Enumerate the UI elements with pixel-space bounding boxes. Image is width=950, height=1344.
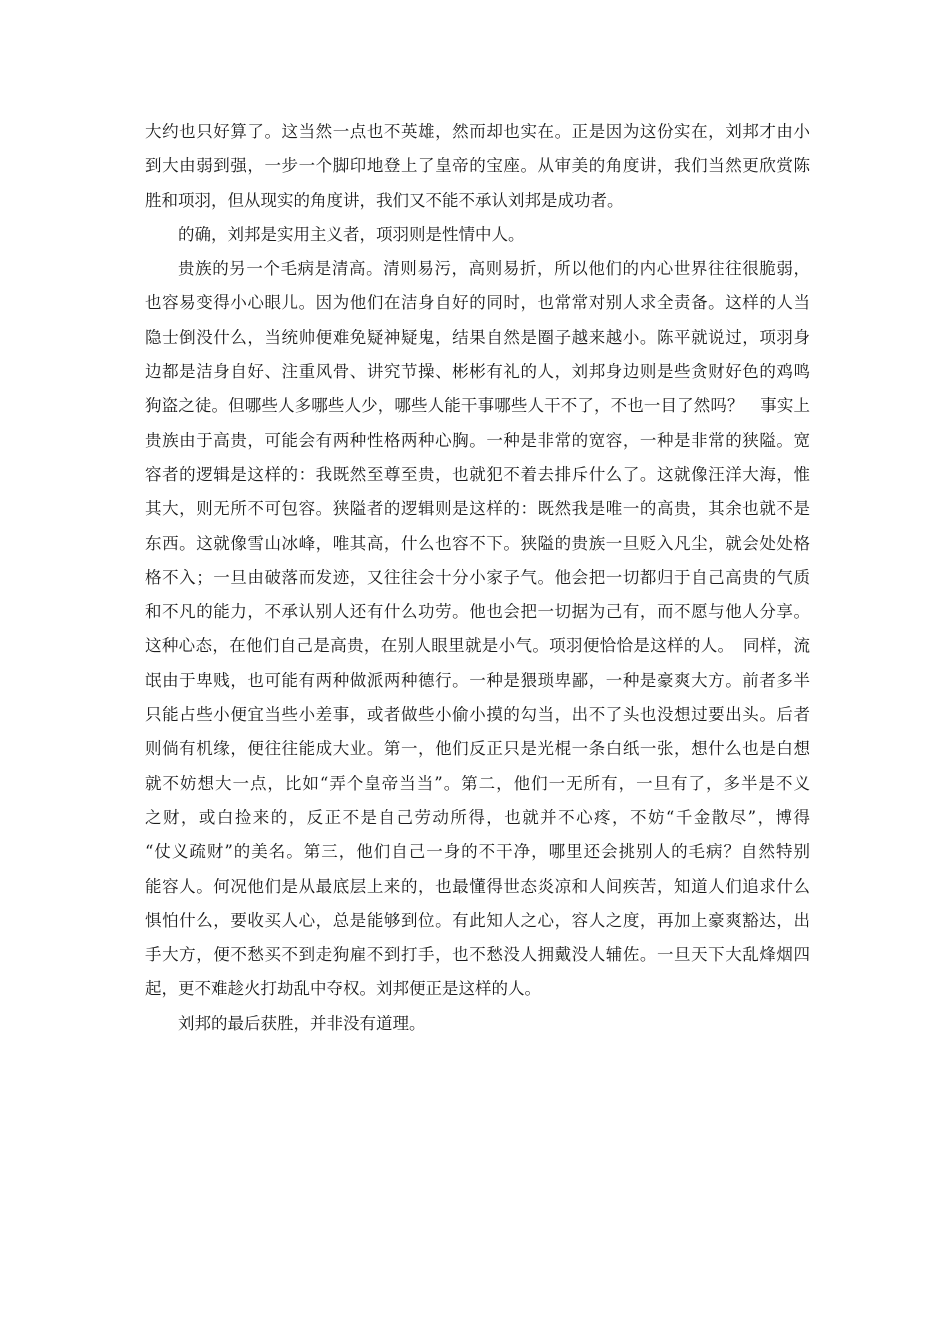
text-line: 贵族由于高贵，可能会有两种性格两种心胸。一种是非常的宽容，一种是非常的狭隘。宽 [145,430,810,450]
text-line: 和不凡的能力，不承认别人还有什么功劳。他也会把一切据为己有，而不愿与他人分享。 [145,602,810,622]
text-line: 就不妨想大一点，比如“弄个皇帝当当”。第二，他们一无所有，一旦有了，多半是不义 [145,773,810,793]
text-line: 东西。这就像雪山冰峰，唯其高，什么也容不下。狭隘的贵族一旦贬入凡尘，就会处处格 [145,533,810,553]
text-line: 这种心态，在他们自己是高贵，在别人眼里就是小气。项羽便恰恰是这样的人。 同样，流 [145,636,810,656]
text-line: 能容人。何况他们是从最底层上来的，也最懂得世态炎凉和人间疾苦，知道人们追求什么 [145,876,810,896]
text-line: 大约也只好算了。这当然一点也不英雄，然而却也实在。正是因为这份实在，刘邦才由小 [145,122,810,141]
text-line: 隐士倒没什么，当统帅便难免疑神疑鬼，结果自然是圈子越来越小。陈平就说过，项羽身 [145,327,810,347]
text-line: 起，更不难趁火打劫乱中夺权。刘邦便正是这样的人。 [145,979,541,999]
text-line: 的确，刘邦是实用主义者，项羽则是性情中人。 [178,224,525,244]
text-line: 容者的逻辑是这样的：我既然至尊至贵，也就犯不着去排斥什么了。这就像汪洋大海，惟 [145,464,810,484]
text-line: 惧怕什么，要收买人心，总是能够到位。有此知人之心，容人之度，再加上豪爽豁达，出 [145,910,810,930]
text-line: 格不入；一旦由破落而发迹，又往往会十分小家子气。他会把一切都归于自己高贵的气质 [145,567,810,587]
text-line: 刘邦的最后获胜，并非没有道理。 [178,1013,426,1033]
text-line: 也容易变得小心眼儿。因为他们在洁身自好的同时，也常常对别人求全责备。这样的人当 [145,293,810,313]
text-line: 氓由于卑贱，也可能有两种做派两种德行。一种是猥琐卑鄙，一种是豪爽大方。前者多半 [145,670,810,690]
text-line: “仗义疏财”的美名。第三，他们自己一身的不干净，哪里还会挑别人的毛病？自然特别 [145,842,810,862]
text-line: 贵族的另一个毛病是清高。清则易污，高则易折，所以他们的内心世界往往很脆弱， [178,259,810,279]
text-line: 其大，则无所不可包容。狭隘者的逻辑则是这样的：既然我是唯一的高贵，其余也就不是 [145,499,810,519]
text-line: 到大由弱到强，一步一个脚印地登上了皇帝的宝座。从审美的角度讲，我们当然更欣赏陈 [145,156,810,176]
body-text [145,115,810,1041]
text-line: 之财，或白捡来的，反正不是自己劳动所得，也就并不心疼，不妨“千金散尽”，博得 [145,807,810,827]
text-line: 手大方，便不愁买不到走狗雇不到打手，也不愁没人拥戴没人辅佐。一旦天下大乱烽烟四 [145,945,810,965]
text-line: 狗盗之徒。但哪些人多哪些人少，哪些人能干事哪些人干不了，不也一目了然吗？ 事实上 [145,396,810,416]
text-line: 只能占些小便宜当些小差事，或者做些小偷小摸的勾当，出不了头也没想过要出头。后者 [145,705,810,725]
text-line: 胜和项羽，但从现实的角度讲，我们又不能不承认刘邦是成功者。 [145,190,624,210]
text-line: 边都是洁身自好、注重风骨、讲究节操、彬彬有礼的人，刘邦身边则是些贪财好色的鸡鸣 [145,362,810,382]
text-line: 则倘有机缘，便往往能成大业。第一，他们反正只是光棍一条白纸一张，想什么也是白想 [145,739,810,759]
